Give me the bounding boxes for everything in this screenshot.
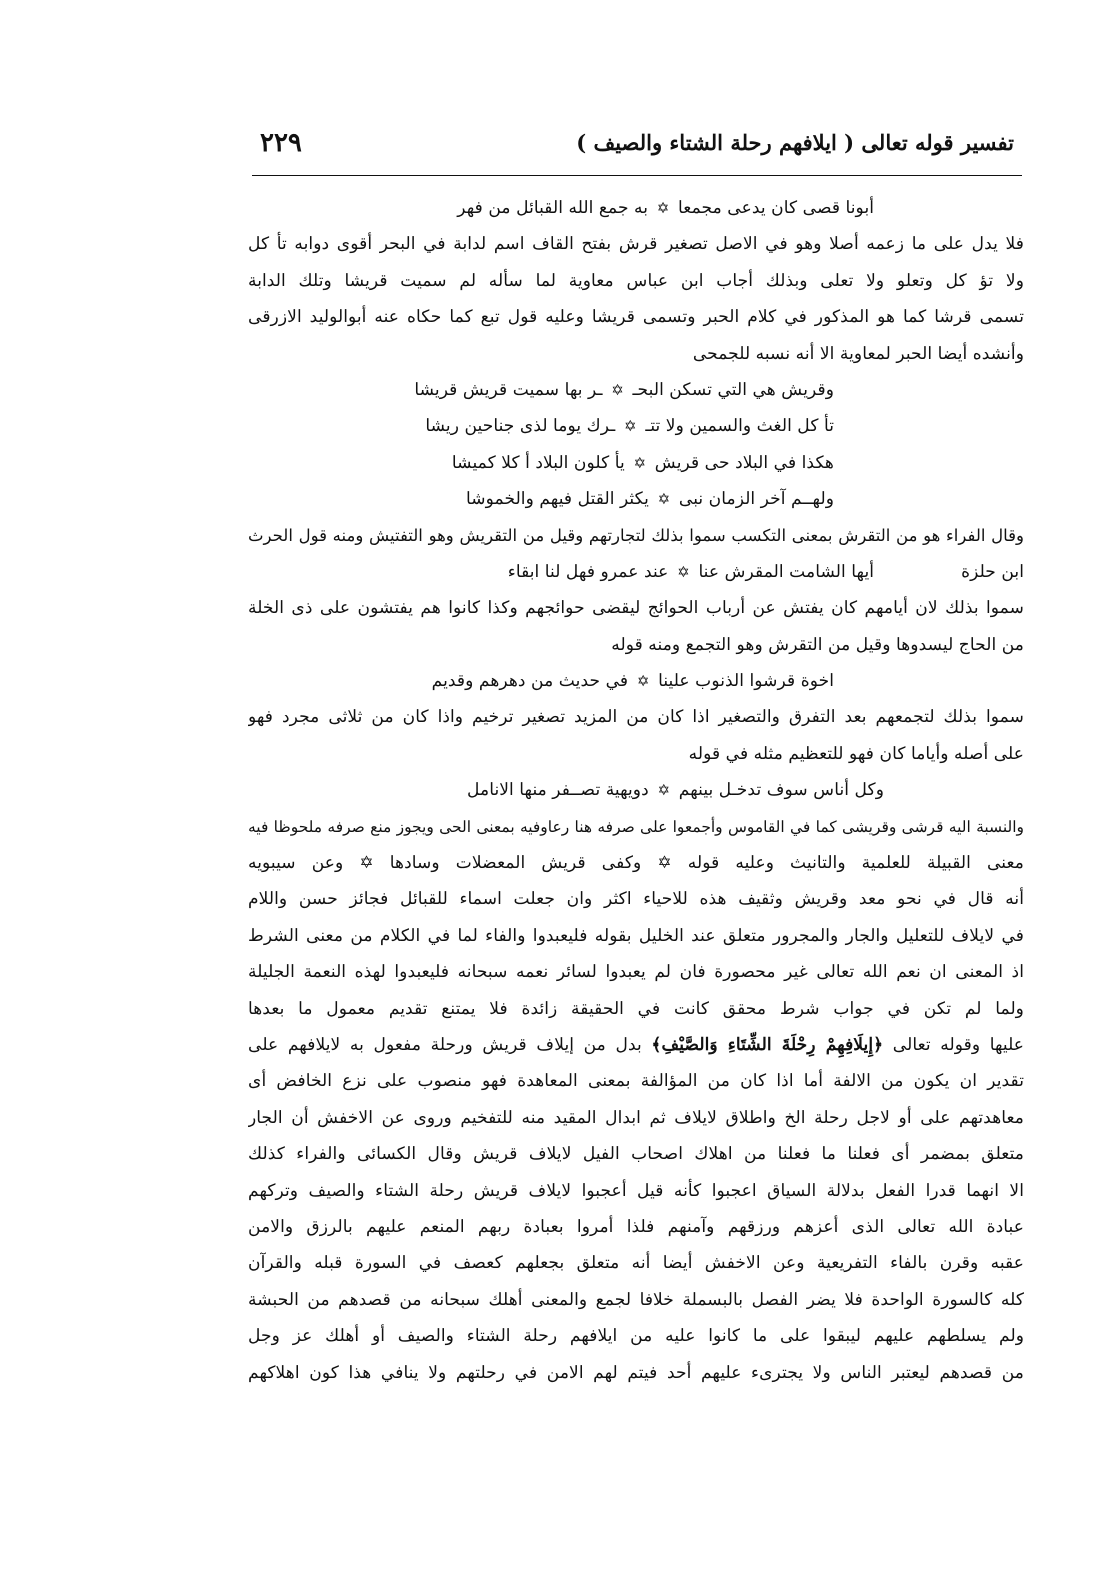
verse-second-hemistich: في حديث من دهرهم وقديم <box>431 671 629 692</box>
page-number: ٢٢٩ <box>260 128 302 158</box>
star-separator-icon: ✡ <box>657 490 671 509</box>
prose-line: من الحاج ليسدوها وقيل من التقرش وهو التجمع ومنه قوله <box>611 634 1024 655</box>
prose-line: على أصله وأياما كان فهو للتعظيم مثله في قوله <box>688 743 1024 764</box>
prose-line: فلا يدل على ما زعمه أصلا وهو في الاصل تصغير قرش بفتح القاف اسم لدابة في البحر أقوى دوابه تأ كل <box>248 234 1024 255</box>
verse-second-hemistich: دويهية تصــفر منها الانامل <box>467 780 649 801</box>
verse-first-hemistich: تأ كل الغث والسمين ولا تتـ <box>645 416 834 437</box>
body-text <box>248 190 1024 1391</box>
prose-with-verse <box>248 554 1024 590</box>
poem-verse <box>248 372 1024 408</box>
verse-first-hemistich: وقريش هي التي تسكن البحـ <box>632 379 834 400</box>
prose-line: من قصدهم ليعتبر الناس ولا يجترىء عليهم أحد فيتم لهم الامن في رحلتهم ولا ينافي هذا كون اهلاكهم <box>248 1362 1024 1383</box>
prose-line: عبادة الله تعالى الذى أعزهم ورزقهم وآمنهم فلذا أمروا بعبادة ربهم المنعم عليهم بالرزق والامن <box>248 1216 1024 1237</box>
prose-line: وقال الفراء هو من التقرش بمعنى التكسب سموا بذلك لتجارتهم وقيل من التقريش وهو التفتيش ومنه قول الحرث <box>248 525 1024 545</box>
poem-verse <box>248 408 1024 444</box>
star-separator-icon: ✡ <box>677 562 690 581</box>
star-separator-icon: ✡ <box>633 453 647 472</box>
star-separator-icon: ✡ <box>611 380 624 399</box>
prose-line: سموا بذلك لان أيامهم كان يفتش عن أرباب الحوائج ليقضى حوائجهم وكذا كانوا هم يفتشون على ذى الخلة <box>248 598 1024 619</box>
verse-first-hemistich: هكذا في البلاد حى قريش <box>654 452 834 473</box>
prose-fragment: ابن حلزة <box>961 561 1024 582</box>
prose-line: والنسبة اليه قرشى وقريشى كما في القاموس وأجمعوا على صرفه هنا رعاوفيه بمعنى الحى ويجوز منع صرفه ملحوظا فيه <box>248 817 1024 836</box>
prose-line: ولم يسلطهم عليهم ليبقوا على ما كانوا عليه من ايلافهم رحلة الشتاء والصيف أو أهلك عز وجل <box>248 1326 1024 1347</box>
verse-first-hemistich: اخوة قرشوا الذنوب علينا <box>658 671 834 692</box>
prose-line: الا انهما قدرا الفعل بدلالة السياق اعجبوا كأنه قيل أعجبوا لايلاف قريش رحلة الشتاء والصيف وتركهم <box>248 1180 1024 1201</box>
prose-line: اذ المعنى ان نعم الله تعالى غير محصورة فان لم يعبدوا لسائر نعمه سبحانه فليعبدوا لهذه النعمة الجليلة <box>248 962 1024 983</box>
poem-verse <box>248 481 1024 517</box>
verse-second-hemistich: يكثر القتل فيهم والخموشا <box>466 489 649 510</box>
prose-fragment: عليها وقوله تعالى <box>892 1034 1024 1055</box>
poem-verse <box>248 772 1024 808</box>
header-rule <box>252 175 1022 176</box>
star-separator-icon: ✡ <box>636 672 650 691</box>
prose-line: تسمى قرشا كما هو المذكور في كلام الحبر وتسمى قريشا وعليه قول تبع كما حكاه عنه أبوالوليد الازرقى <box>248 307 1024 328</box>
star-separator-icon: ✡ <box>624 417 637 436</box>
prose-line: في لايلاف للتعليل والجار والمجرور متعلق عند الخليل بقوله فليعبدوا والفاء لما في الكلام من معنى الشرط <box>248 925 1024 946</box>
verse-first-hemistich: أيها الشامت المقرش عنا <box>698 561 874 582</box>
verse-first-hemistich: أبونا قصى كان يدعى مجمعا <box>678 198 874 218</box>
prose-line-with-quran <box>248 1027 1024 1063</box>
prose-line: عقبه وقرن بالفاء التفريعية وعن الاخفش أيضا أنه متعلق بجعلهم كعصف في السورة قبله والقرآن <box>248 1253 1024 1274</box>
prose-line: ولما لم تكن في جواب شرط محقق كانت في الحقيقة زائدة فلا يمتنع تقديم معمول ما بعدها <box>248 998 1024 1019</box>
prose-line: أنه قال في نحو معد وقريش وثقيف هذه للاحياء اكثر وان جعلت اسماء للقبائل فجائز حسن واللام <box>248 889 1024 910</box>
verse-second-hemistich: به جمع الله القبائل من فهر <box>457 198 649 218</box>
page-header <box>252 128 1022 168</box>
star-separator-icon: ✡ <box>657 781 671 800</box>
prose-line: وأنشده أيضا الحبر لمعاوية الا أنه نسبه للجمحى <box>692 343 1024 364</box>
verse-second-hemistich: عند عمرو فهل لنا ابقاء <box>507 561 669 582</box>
prose-line: معنى القبيلة للعلمية والتانيث وعليه قوله ✡ وكفى قريش المعضلات وسادها ✡ وعن سيبويه <box>248 853 1024 874</box>
running-title: تفسير قوله تعالى ( ايلافهم رحلة الشتاء والصيف ) <box>576 130 1014 155</box>
verse-first-hemistich: ولهــم آخر الزمان نبى <box>678 489 834 510</box>
poem-verse <box>248 190 1024 226</box>
verse-second-hemistich: يأ كلون البلاد أ كلا كميشا <box>451 452 625 473</box>
poem-verse <box>248 663 1024 699</box>
prose-line: تقدير ان يكون من الالفة أما اذا كان من المؤالفة بمعنى المعاهدة فهو منصوب على نزع الخافض أى <box>248 1071 1024 1092</box>
prose-fragment: بدل من إيلاف قريش ورحلة مفعول به لايلافهم على <box>248 1034 642 1055</box>
prose-line: معاهدتهم على أو لاجل رحلة الخ واطلاق لايلاف ثم ابدال المقيد منه للتفخيم وروى عن الاخفش أن الجار <box>248 1107 1024 1128</box>
quran-quote: ﴿إِيلَافِهِمْ رِحْلَةَ الشِّتَاءِ وَالصَّيْفِ﴾ <box>651 1034 884 1055</box>
verse-second-hemistich: ـر بها سميت قريش قريشا <box>414 379 603 400</box>
poem-verse <box>248 445 1024 481</box>
star-separator-icon: ✡ <box>656 199 670 217</box>
verse-second-hemistich: ـرك يوما لذى جناحين ريشا <box>425 416 616 437</box>
verse-first-hemistich: وكل أناس سوف تدخـل بينهم <box>678 780 884 801</box>
prose-line: ولا تؤ كل وتعلو ولا تعلى وبذلك أجاب ابن عباس معاوية لما سأله لم سميت قريشا وتلك الدابة <box>248 270 1024 291</box>
prose-line: متعلق بمضمر أى فعلنا ما فعلنا من اهلاك اصحاب الفيل لايلاف قريش وقال الكسائى والفراء كذلك <box>248 1144 1024 1165</box>
prose-line: سموا بذلك لتجمعهم بعد التفرق والتصغير اذا كان من المزيد تصغير ترخيم واذا كان من ثلاثى مجرد فهو <box>248 707 1024 728</box>
prose-line: كله كالسورة الواحدة فلا يضر الفصل بالبسملة خلافا لجمع والمعنى أهلك سبحانه من قصدهم من الحبشة <box>248 1289 1024 1310</box>
